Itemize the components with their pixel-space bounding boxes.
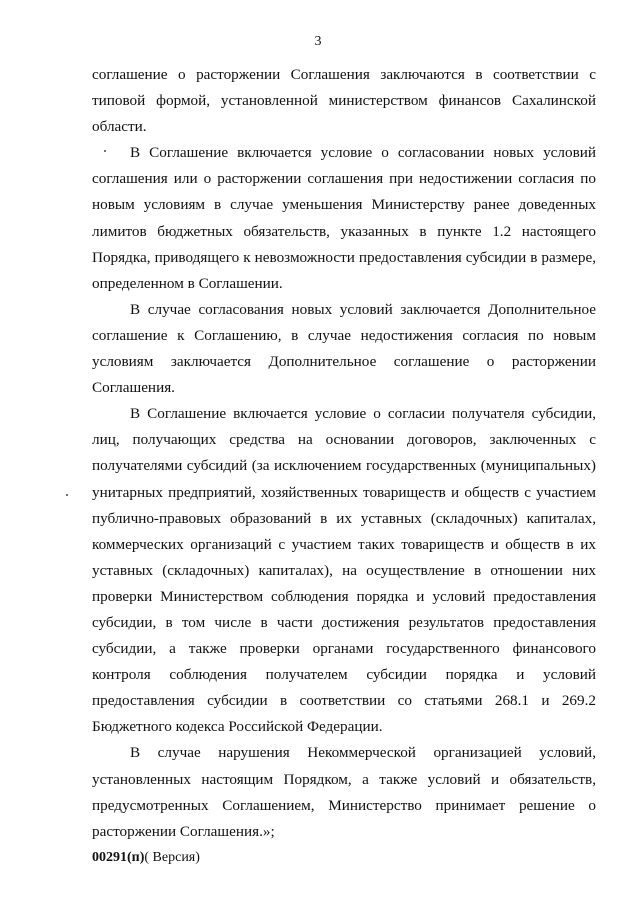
paragraph-continuation: соглашение о расторжении Соглашения заключаются в соответствии с типовой формой, установленной министерством финансов Сахалинской области. — [92, 66, 596, 136]
page-number: 3 — [314, 34, 322, 49]
paragraph-agreement-conditions: В Соглашение включается условие о согласовании новых условий соглашения или о расторжении соглашения при недостижении согласия по новым условиям в случае уменьшения Министерству ранее доведенных лимитов бюджетных обязательств, указанных в пункте 1.2 настоящего Порядка, приводящего к невозможности предоставления субсидии в размере, определенном в Соглашении. — [92, 144, 596, 292]
document-code-version: ( Версия) — [144, 850, 200, 865]
scan-speck — [66, 494, 68, 496]
document-body — [92, 62, 596, 845]
paragraph-termination: В случае нарушения Некоммерческой организацией условий, установленных настоящим Порядком, а также условий и обязательств, предусмотренных Соглашением, Министерство принимает решение о расторжении Соглашения.»; — [92, 744, 596, 840]
scan-speck — [104, 150, 106, 152]
document-code-number: 00291(п) — [92, 850, 145, 865]
document-code — [92, 850, 200, 866]
paragraph-additional-agreement: В случае согласования новых условий заключается Дополнительное соглашение к Соглашению, в случае недостижения согласия по новым условиям заключается Дополнительное соглашение о расторжении Соглашения. — [92, 300, 596, 397]
paragraph-audit-consent: В Соглашение включается условие о согласии получателя субсидии, лиц, получающих средства на основании договоров, заключенных с получателями субсидий (за исключением государственных (муниципальных) унитарных предприятий, хозяйственных товариществ и обществ с участием публично-правовых образований в их уставных (складочных) капиталах, коммерческих организаций с участием таких товариществ и обществ в их уставных (складочных) капиталах), на осуществление в отношении них проверки Министерством соблюдения порядка и условий предоставления субсидии, в том числе в части достижения результатов предоставления субсидии, а также проверки органами государственного финансового контроля соблюдения получателем субсидии порядка и условий предоставления субсидии в соответствии со статьями 268.1 и 269.2 Бюджетного кодекса Российской Федерации. — [92, 405, 596, 736]
